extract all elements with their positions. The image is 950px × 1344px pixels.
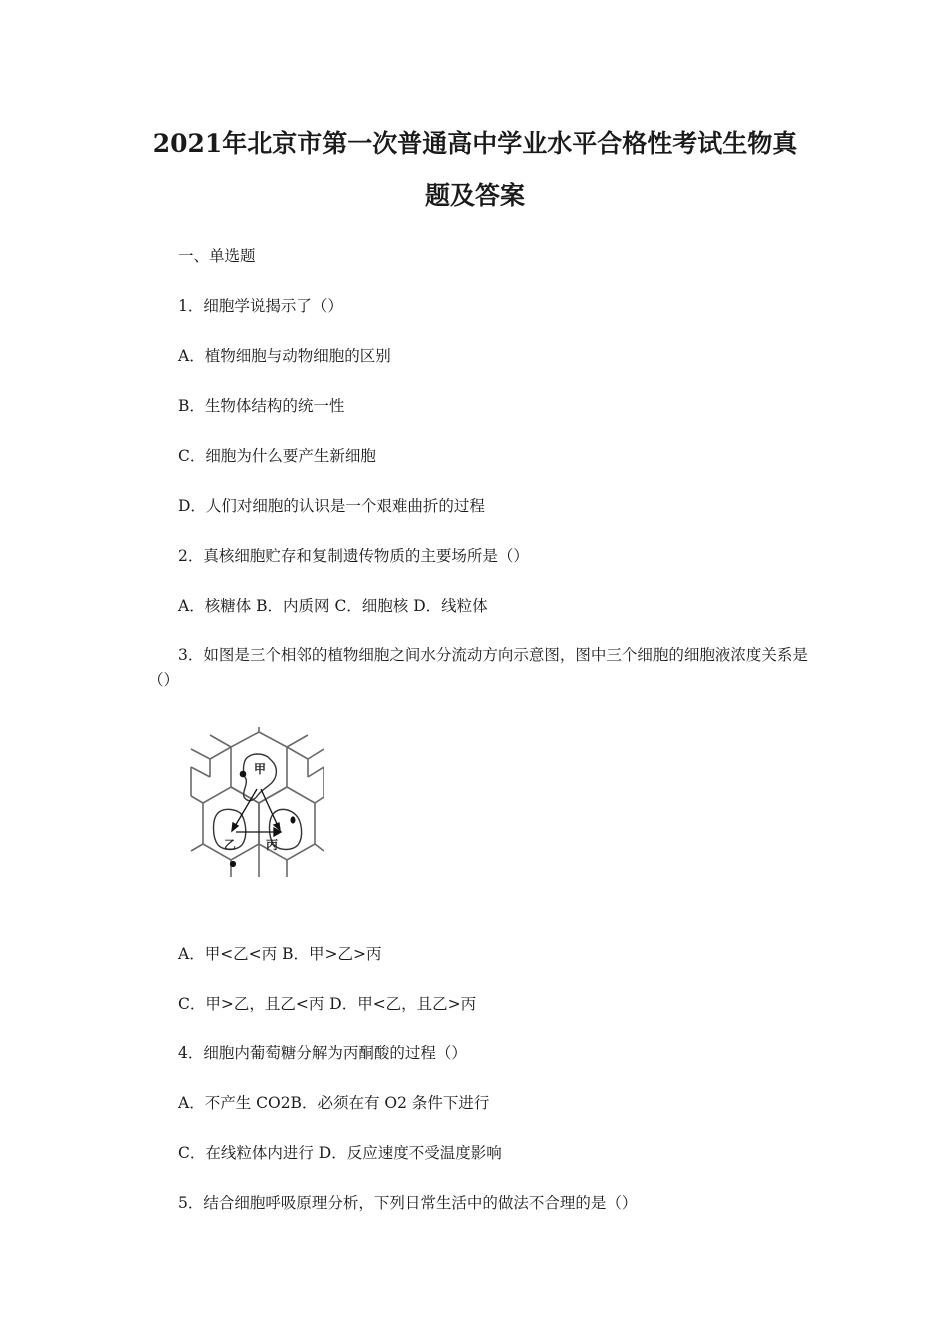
plant-cells-water-flow-diagram [188, 727, 324, 883]
question-2-options: A．核糖体 B．内质网 C．细胞核 D．线粒体 [178, 597, 488, 615]
nucleus-jia [240, 771, 247, 778]
question-3-stem: 3．如图是三个相邻的植物细胞之间水分流动方向示意图，图中三个细胞的细胞液浓度关系是（） [148, 646, 808, 689]
question-4-options-cd: C．在线粒体内进行 D．反应速度不受温度影响 [178, 1144, 502, 1162]
question-1-option-b: B．生物体结构的统一性 [178, 397, 345, 415]
question-4-stem: 4．细胞内葡萄糖分解为丙酮酸的过程（） [178, 1044, 467, 1062]
question-4-options-ab: A．不产生 CO2B．必须在有 O2 条件下进行 [178, 1094, 490, 1112]
question-3-options-ab: A．甲<乙<丙 B．甲>乙>丙 [178, 945, 382, 963]
question-1-option-c: C．细胞为什么要产生新细胞 [178, 447, 376, 465]
question-1-option-d: D．人们对细胞的认识是一个艰难曲折的过程 [178, 497, 485, 515]
nucleus-yi [230, 861, 236, 867]
cells-diagram-svg [188, 727, 324, 883]
label-yi: 乙 [224, 838, 237, 852]
question-1-option-a: A．植物细胞与动物细胞的区别 [178, 347, 391, 365]
question-1-stem: 1．细胞学说揭示了（） [178, 297, 343, 315]
question-3-options-cd: C．甲>乙，且乙<丙 D．甲<乙，且乙>丙 [178, 995, 477, 1013]
question-5-stem: 5．结合细胞呼吸原理分析，下列日常生活中的做法不合理的是（） [178, 1194, 638, 1212]
document-title-line-2: 题及答案 [424, 181, 525, 210]
protoplast-jia [244, 754, 277, 801]
nucleus-bing [291, 816, 296, 823]
label-jia: 甲 [254, 762, 267, 776]
question-2-stem: 2．真核细胞贮存和复制遗传物质的主要场所是（） [178, 547, 529, 565]
section-heading: 一、单选题 [178, 247, 256, 265]
label-bing: 丙 [266, 838, 279, 852]
arrow-jia-to-bing [261, 789, 278, 826]
document-title-line-1: 2021年北京市第一次普通高中学业水平合格性考试生物真 [152, 129, 798, 158]
